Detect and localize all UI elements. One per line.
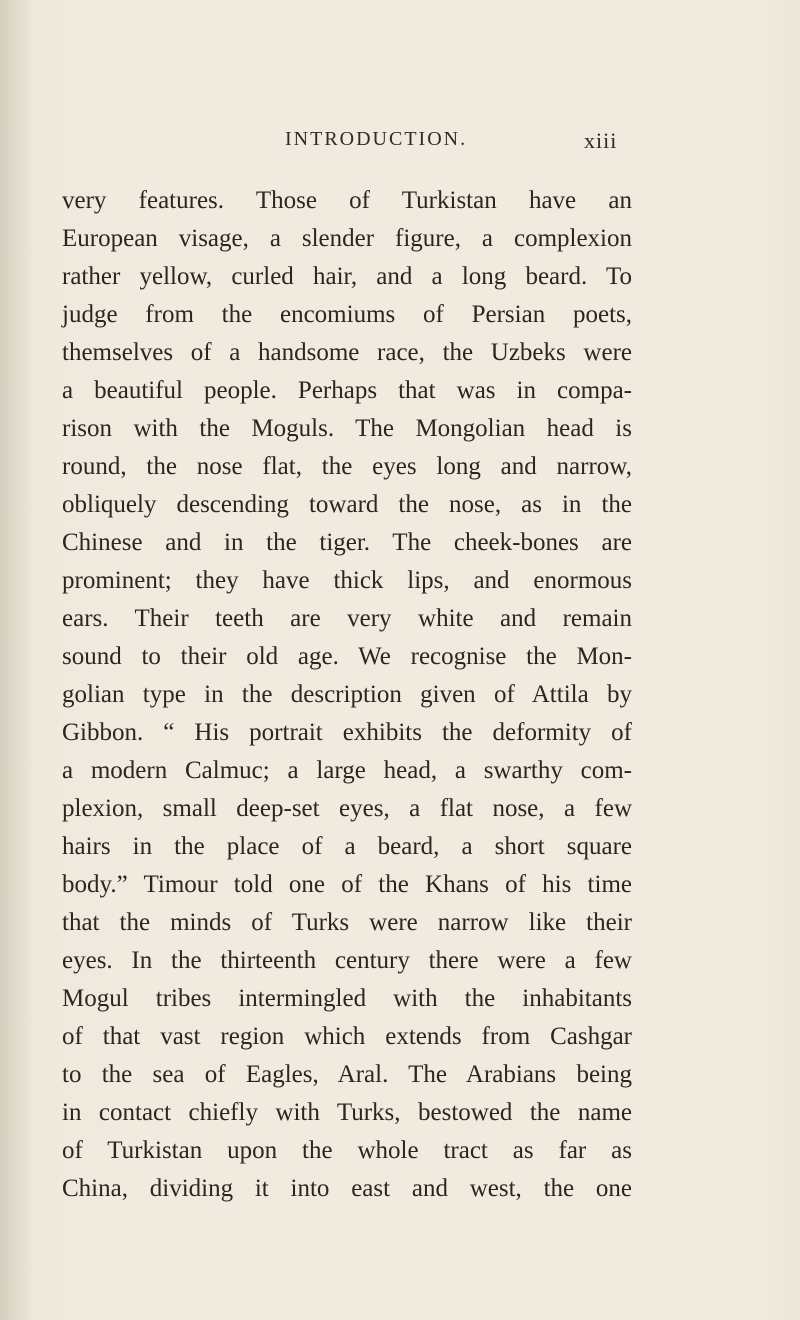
text-line: obliquely descending toward the nose, as in the <box>62 491 632 518</box>
text-line: judge from the encomiums of Persian poets, <box>62 301 632 328</box>
text-line: of that vast region which extends from Cashgar <box>62 1023 632 1050</box>
text-line: Mogul tribes intermingled with the inhabitants <box>62 985 632 1012</box>
text-line: European visage, a slender figure, a complexion <box>62 225 632 252</box>
text-line: that the minds of Turks were narrow like their <box>62 909 632 936</box>
running-title: INTRODUCTION. <box>285 128 468 150</box>
text-line: of Turkistan upon the whole tract as far as <box>62 1137 632 1164</box>
text-line: round, the nose flat, the eyes long and narrow, <box>62 453 632 480</box>
text-line: eyes. In the thirteenth century there were a few <box>62 947 632 974</box>
page-number: xiii <box>584 128 618 153</box>
text-line: Chinese and in the tiger. The cheek-bones are <box>62 529 632 556</box>
text-line: to the sea of Eagles, Aral. The Arabians being <box>62 1061 632 1088</box>
text-line: rison with the Moguls. The Mongolian head is <box>62 415 632 442</box>
text-line: body.” Timour told one of the Khans of his time <box>62 871 632 898</box>
gutter-shadow <box>0 0 32 1320</box>
running-head <box>0 128 800 162</box>
text-line: plexion, small deep-set eyes, a flat nose, a few <box>62 795 632 822</box>
text-line: prominent; they have thick lips, and enormous <box>62 567 632 594</box>
text-line: ears. Their teeth are very white and remain <box>62 605 632 632</box>
text-line: a modern Calmuc; a large head, a swarthy com- <box>62 757 632 784</box>
text-line: very features. Those of Turkistan have an <box>62 187 632 214</box>
text-line: China, dividing it into east and west, the one <box>62 1175 632 1202</box>
body-text <box>62 182 632 1208</box>
text-line: Gibbon. “ His portrait exhibits the deformity of <box>62 719 632 746</box>
text-line: a beautiful people. Perhaps that was in compa- <box>62 377 632 404</box>
text-line: hairs in the place of a beard, a short square <box>62 833 632 860</box>
text-line: golian type in the description given of Attila by <box>62 681 632 708</box>
text-line: sound to their old age. We recognise the Mon- <box>62 643 632 670</box>
text-line: in contact chiefly with Turks, bestowed the name <box>62 1099 632 1126</box>
text-line: themselves of a handsome race, the Uzbeks were <box>62 339 632 366</box>
text-line: rather yellow, curled hair, and a long beard. To <box>62 263 632 290</box>
